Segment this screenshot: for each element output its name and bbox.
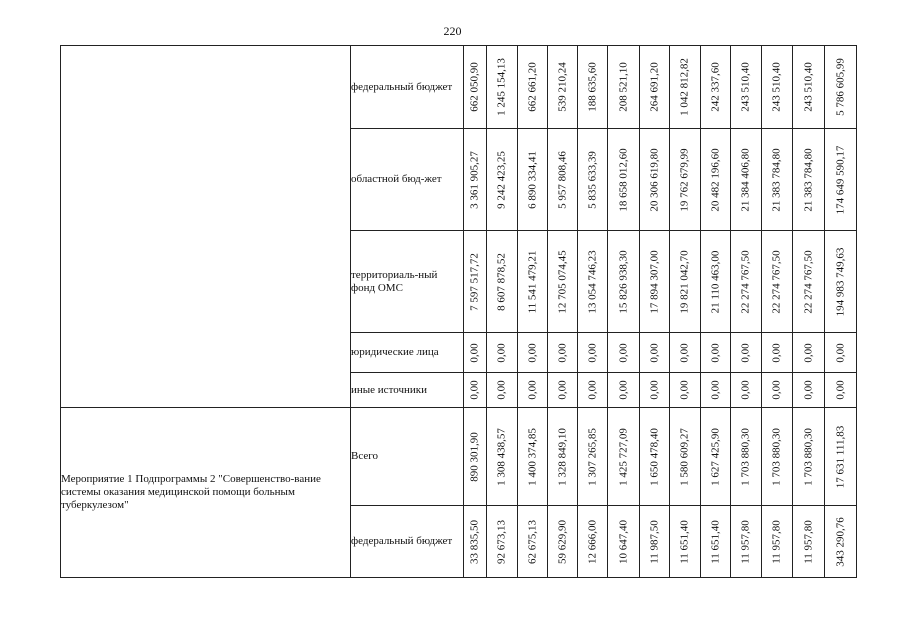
value-text: 92 673,13: [495, 519, 508, 564]
value-text: 0,00: [648, 380, 660, 400]
value-cell: [762, 129, 793, 231]
value-text: 19 821 042,70: [678, 249, 691, 314]
table-row: [61, 408, 857, 506]
value-cell: [518, 506, 548, 578]
table-row: [61, 46, 857, 129]
source-cell: [351, 129, 464, 231]
value-text: 539 210,24: [556, 62, 568, 112]
value-cell: [608, 129, 640, 231]
value-text: 1 580 609,27: [678, 427, 691, 486]
value-text: 1 425 727,09: [617, 427, 629, 486]
value-cell: [487, 46, 518, 129]
source-cell: [351, 506, 464, 578]
value-cell: [608, 231, 640, 333]
value-cell: [701, 333, 731, 373]
value-text: 20 482 196,60: [709, 147, 721, 212]
value-cell: [701, 46, 731, 129]
value-cell: [670, 506, 701, 578]
value-cell: [793, 373, 825, 408]
activity-cell: Мероприятие 1 Подпрограммы 2 "Совершенство-вание системы оказания медицинской помощи больным туберкулезом": [61, 408, 351, 578]
source-cell: [351, 408, 464, 506]
value-text: 1 703 880,30: [739, 427, 752, 486]
value-text: 0,00: [709, 380, 721, 400]
value-cell: [793, 129, 825, 231]
value-text: 59 629,90: [556, 519, 568, 564]
value-text: 343 290,76: [834, 516, 846, 567]
value-cell: [464, 333, 487, 373]
value-cell: [701, 129, 731, 231]
value-cell: [487, 373, 518, 408]
source-cell: [351, 333, 464, 373]
value-cell: [793, 333, 825, 373]
value-cell: [701, 408, 731, 506]
value-text: 0,00: [739, 342, 752, 363]
value-cell: [578, 46, 608, 129]
value-text: 0,00: [495, 342, 508, 363]
value-cell: [464, 408, 487, 506]
value-cell: [487, 231, 518, 333]
value-text: 11 957,80: [802, 519, 814, 564]
value-text: 21 383 784,80: [802, 147, 814, 212]
value-text: 62 675,13: [526, 519, 538, 564]
value-cell: [548, 373, 578, 408]
source-cell: [351, 373, 464, 408]
value-text: 22 274 767,50: [802, 249, 814, 314]
value-cell: [518, 373, 548, 408]
value-text: 11 957,80: [739, 519, 752, 564]
value-cell: [670, 231, 701, 333]
value-text: 662 661,20: [526, 62, 538, 112]
value-text: 10 647,40: [617, 519, 629, 564]
value-text: 9 242 423,25: [495, 150, 508, 209]
value-cell: [762, 408, 793, 506]
value-cell: [578, 408, 608, 506]
value-text: 1 627 425,90: [709, 427, 721, 486]
value-cell: [640, 129, 670, 231]
source-label: Всего: [351, 450, 378, 462]
value-cell: [518, 333, 548, 373]
value-text: 17 894 307,00: [648, 249, 660, 314]
value-cell: [578, 373, 608, 408]
value-cell: [731, 129, 762, 231]
value-cell: [670, 129, 701, 231]
value-text: 21 383 784,80: [770, 147, 783, 212]
value-text: 6 890 334,41: [526, 150, 538, 209]
value-text: 188 635,60: [586, 62, 598, 112]
value-text: 11 651,40: [709, 519, 721, 564]
value-text: 0,00: [802, 380, 814, 400]
value-text: 1 650 478,40: [648, 427, 660, 486]
value-text: 243 510,40: [770, 62, 783, 112]
value-cell: [640, 506, 670, 578]
value-cell: [701, 373, 731, 408]
value-cell: [548, 129, 578, 231]
value-cell: [670, 46, 701, 129]
value-cell: [762, 333, 793, 373]
value-cell: [825, 506, 857, 578]
value-cell: [487, 129, 518, 231]
value-text: 0,00: [678, 380, 691, 400]
value-cell: [608, 46, 640, 129]
value-text: 17 631 111,83: [834, 425, 846, 488]
value-text: 1 703 880,30: [802, 427, 814, 486]
value-cell: [640, 408, 670, 506]
value-cell: [518, 408, 548, 506]
value-cell: [487, 506, 518, 578]
value-cell: [762, 506, 793, 578]
value-text: 194 983 749,63: [834, 247, 846, 316]
value-text: 8 607 878,52: [495, 252, 508, 311]
value-cell: [731, 408, 762, 506]
value-cell: [762, 46, 793, 129]
value-text: 1 042 812,82: [678, 58, 691, 116]
value-text: 0,00: [586, 380, 598, 400]
value-cell: [578, 129, 608, 231]
value-text: 0,00: [468, 342, 481, 363]
source-label: иные источники: [351, 383, 427, 396]
value-cell: [825, 333, 857, 373]
value-text: 1 245 154,13: [495, 58, 508, 116]
source-cell: [351, 46, 464, 129]
value-text: 11 987,50: [648, 519, 660, 564]
value-cell: [793, 46, 825, 129]
value-cell: [548, 231, 578, 333]
value-text: 5 786 605,99: [834, 58, 846, 116]
page-number: 220: [443, 24, 462, 38]
source-label: областной бюд-жет: [351, 173, 442, 185]
value-text: 0,00: [526, 342, 538, 363]
value-cell: [825, 46, 857, 129]
value-text: 0,00: [617, 342, 629, 363]
source-label: юридические лица: [351, 346, 439, 358]
value-text: 0,00: [556, 380, 568, 400]
value-text: 0,00: [802, 342, 814, 363]
value-cell: [464, 506, 487, 578]
value-cell: [825, 129, 857, 231]
value-cell: [578, 231, 608, 333]
value-cell: [793, 408, 825, 506]
value-cell: [793, 231, 825, 333]
value-text: 11 651,40: [678, 519, 691, 564]
value-cell: [548, 333, 578, 373]
value-text: 15 826 938,30: [617, 249, 629, 314]
value-cell: [670, 408, 701, 506]
value-text: 0,00: [678, 342, 691, 363]
value-text: 0,00: [739, 380, 752, 400]
value-text: 208 521,10: [617, 62, 629, 112]
value-cell: [762, 231, 793, 333]
value-cell: [762, 373, 793, 408]
value-text: 0,00: [770, 380, 783, 400]
value-text: 5 835 633,39: [586, 150, 598, 209]
value-text: 243 510,40: [739, 62, 752, 112]
value-text: 11 957,80: [770, 519, 783, 564]
value-cell: [640, 373, 670, 408]
value-text: 22 274 767,50: [770, 249, 783, 314]
value-text: 0,00: [586, 342, 598, 363]
value-cell: [578, 506, 608, 578]
value-cell: [825, 231, 857, 333]
value-cell: [548, 408, 578, 506]
budget-table: [60, 45, 857, 578]
value-text: 19 762 679,99: [678, 147, 691, 212]
value-cell: [731, 373, 762, 408]
value-cell: [670, 373, 701, 408]
source-cell: [351, 231, 464, 333]
value-cell: [640, 231, 670, 333]
value-cell: [487, 408, 518, 506]
value-cell: [608, 408, 640, 506]
value-text: 1 703 880,30: [770, 427, 783, 486]
value-cell: [701, 506, 731, 578]
value-text: 1 307 265,85: [586, 427, 598, 486]
value-text: 0,00: [468, 380, 481, 400]
value-text: 174 649 590,17: [834, 145, 846, 214]
source-label: федеральный бюджет: [351, 80, 453, 93]
value-cell: [731, 46, 762, 129]
value-cell: [640, 333, 670, 373]
value-cell: [670, 333, 701, 373]
value-cell: [464, 129, 487, 231]
value-cell: [518, 46, 548, 129]
value-text: 662 050,90: [468, 62, 481, 112]
value-cell: [548, 506, 578, 578]
value-cell: [701, 231, 731, 333]
value-text: 0,00: [495, 380, 508, 400]
value-cell: [608, 373, 640, 408]
value-text: 21 384 406,80: [739, 147, 752, 212]
value-text: 264 691,20: [648, 62, 660, 112]
value-text: 0,00: [556, 342, 568, 363]
value-text: 1 400 374,85: [526, 427, 538, 486]
value-cell: [464, 373, 487, 408]
value-text: 0,00: [648, 342, 660, 363]
source-label: федеральный бюджет: [351, 535, 453, 547]
value-text: 18 658 012,60: [617, 147, 629, 212]
value-text: 5 957 808,46: [556, 150, 568, 209]
value-text: 12 705 074,45: [556, 249, 568, 314]
value-cell: [793, 506, 825, 578]
value-text: 7 597 517,72: [468, 252, 481, 311]
value-text: 0,00: [617, 380, 629, 400]
value-cell: [487, 333, 518, 373]
value-cell: [825, 408, 857, 506]
value-text: 11 541 479,21: [526, 250, 538, 313]
value-text: 22 274 767,50: [739, 249, 752, 314]
value-cell: [731, 333, 762, 373]
value-text: 0,00: [709, 342, 721, 363]
value-text: 13 054 746,23: [586, 249, 598, 314]
value-cell: [548, 46, 578, 129]
value-text: 1 308 438,57: [495, 427, 508, 486]
value-text: 21 110 463,00: [709, 250, 721, 313]
value-text: 890 301,90: [468, 431, 481, 482]
value-cell: [731, 231, 762, 333]
value-text: 1 328 849,10: [556, 427, 568, 486]
source-label: территориаль-ный фонд ОМС: [351, 268, 438, 294]
value-cell: [464, 46, 487, 129]
value-cell: [518, 231, 548, 333]
activity-cell: [61, 46, 351, 408]
value-text: 12 666,00: [586, 519, 598, 564]
value-cell: [464, 231, 487, 333]
value-cell: [640, 46, 670, 129]
value-cell: [518, 129, 548, 231]
value-cell: [731, 506, 762, 578]
value-cell: [578, 333, 608, 373]
value-text: 20 306 619,80: [648, 147, 660, 212]
value-text: 0,00: [834, 342, 846, 363]
value-cell: [825, 373, 857, 408]
value-text: 0,00: [526, 380, 538, 400]
value-text: 242 337,60: [709, 62, 721, 112]
value-text: 33 835,50: [468, 519, 481, 564]
value-text: 3 361 905,27: [468, 150, 481, 209]
value-text: 0,00: [834, 380, 846, 400]
value-cell: [608, 506, 640, 578]
value-text: 0,00: [770, 342, 783, 363]
value-cell: [608, 333, 640, 373]
value-text: 243 510,40: [802, 62, 814, 112]
